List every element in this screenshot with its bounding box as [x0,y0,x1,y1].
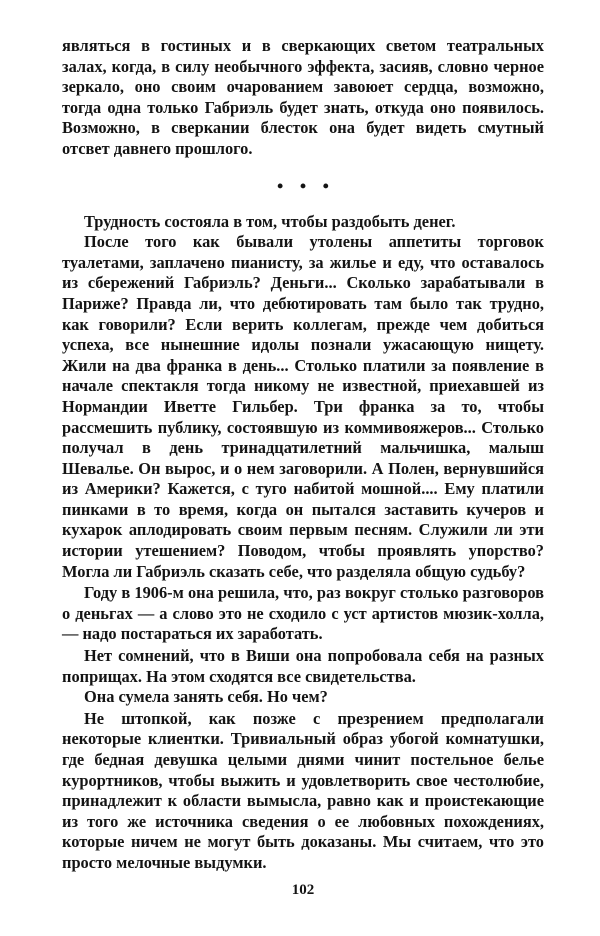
paragraph-continued: являться в гостиных и в сверкающих светом театральных залах, когда, в силу необычного эффекта, засияв, словно черное зеркало, оно своим очарованием завоюет сердца, возможно, тогда одна только Габриэль будет знать, откуда оно появилось. Возможно, в сверкании блесток она будет видеть смутный отсвет давнего прошлого. [62,36,544,158]
paragraph: Она сумела занять себя. Но чем? [84,687,328,707]
paragraph: Трудность состояла в том, чтобы раздобыть денег. [84,211,456,231]
section-separator: • • • [277,175,335,196]
book-page [62,36,544,916]
paragraph: После того как бывали утолены аппетиты торговок туалетами, заплачено пианисту, за жилье и еду, что оставалось из сбережений Габриэль? Деньги... Сколько зарабатывали в Париже? Правда ли, что дебютировать там было так трудно, как говорили? Если верить коллегам, прежде чем добиться успеха, все нынешние идолы познали ужасающую нищету. Жили на два франка в день... Столько платили за появление в начале спектакля тогда никому не известной, приехавшей из Нормандии Иветте Гильбер. Три франка за то, чтобы рассмешить публику, состоявшую из коммивояжеров... Столько получал в день тринадцатилетний мальчишка, малыш Шевалье. Он вырос, и о нем заговорили. А Полен, вернувшийся из Америки? Кажется, с туго набитой мошной.... Ему платили пинками в то время, когда он пытался заставить кучеров и кухарок аплодировать своим первым песням. Служили ли эти истории утешением? Поводом, чтобы проявлять упорство? Могла ли Габриэль сказать себе, что разделяла общую судьбу? [62,232,544,581]
paragraph: Нет сомнений, что в Виши она попробовала себя на разных поприщах. На этом сходятся все свидетельства. [62,646,544,686]
paragraph: Не штопкой, как позже с презрением предполагали некоторые клиентки. Тривиальный образ убогой комнатушки, где бедная девушка целыми днями чинит постельное белье курортников, чтобы выжить и удовлетворить свое честолюбие, принадлежит к области вымысла, равно как и проистекающие из того же источника сведения о ее любовных похождениях, которые ничем не могут быть доказаны. Мы считаем, что это просто мелочные выдумки. [62,708,544,872]
paragraph: Году в 1906-м она решила, что, раз вокруг столько разговоров о деньгах — а слово это не сходило с уст артистов мюзик-холла, — надо постараться их заработать. [62,583,544,644]
page-number: 102 [291,882,315,898]
